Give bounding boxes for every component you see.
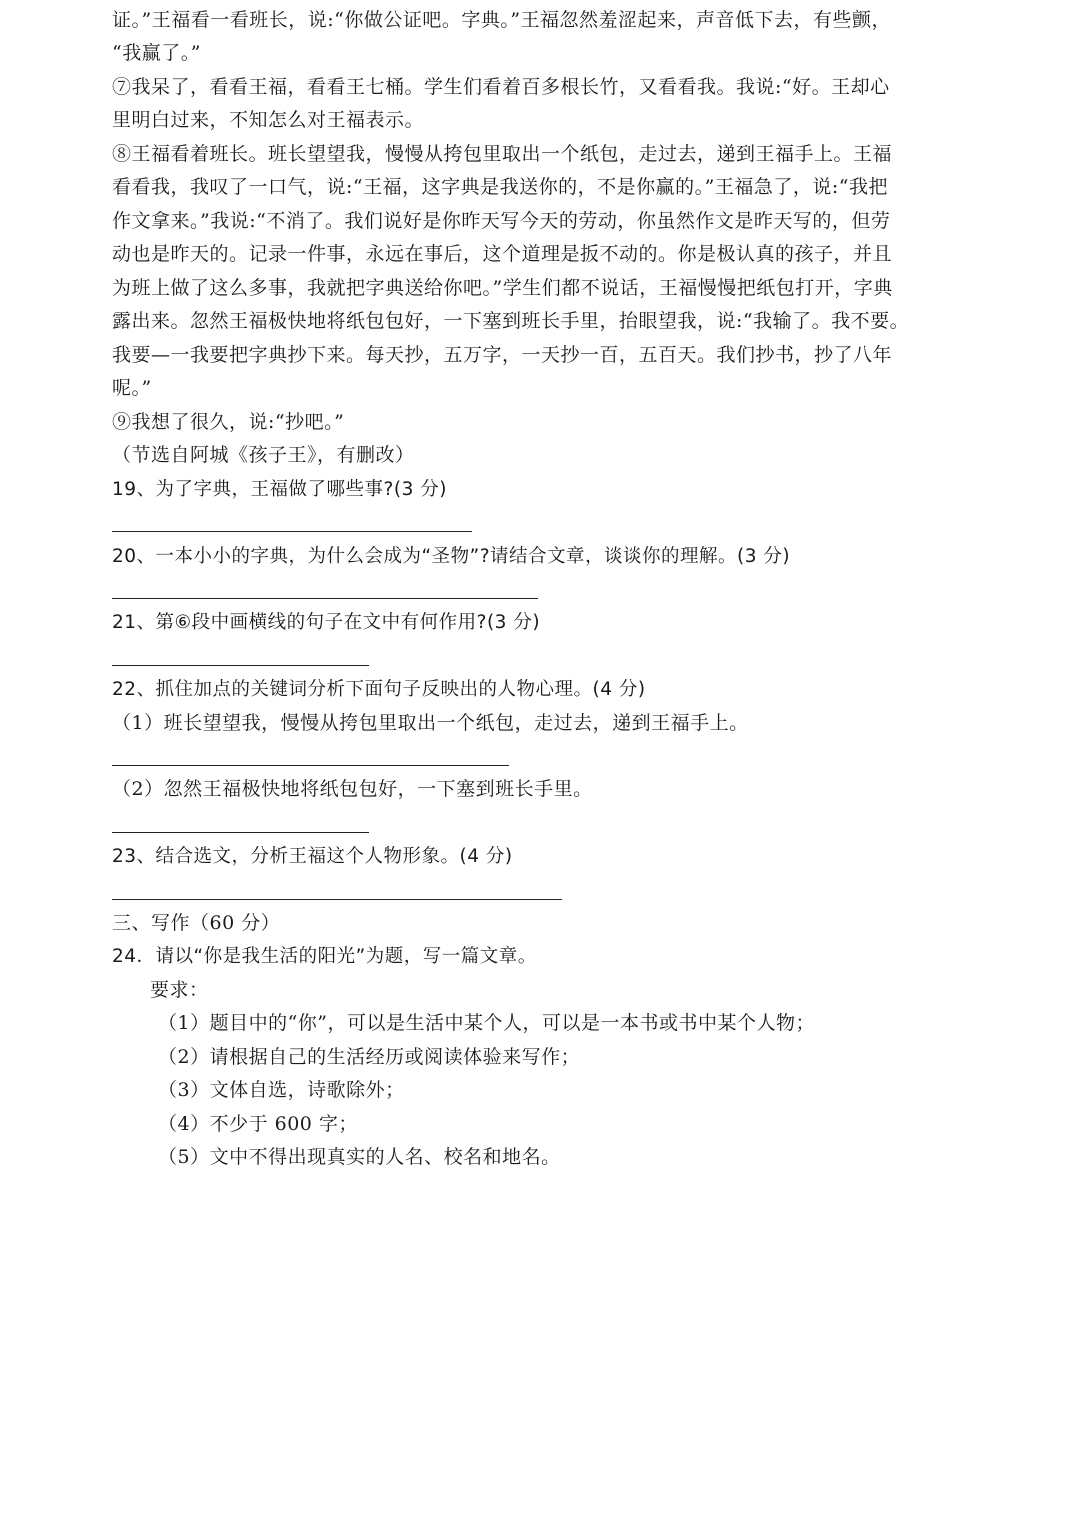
question-20: 20、一本小小的字典，为什么会成为“圣物”?请结合文章，谈谈你的理解。(3 分) — [112, 546, 791, 567]
question-22: 22、抓住加点的关键词分析下面句子反映出的人物心理。(4 分) — [112, 679, 646, 700]
passage-line: 证。”王福看一看班长，说:“你做公证吧。字典。”王福忽然羞涩起来，声音低下去，有些颤， — [112, 9, 892, 31]
question-21: 21、第⑥段中画横线的句子在文中有何作用?(3 分) — [112, 612, 541, 633]
passage-line: 动也是昨天的。记录一件事，永远在事后，这个道理是扳不动的。你是极认真的孩子，并且 — [112, 243, 893, 265]
source-citation: （节选自阿城《孩子王》，有删改） — [112, 444, 415, 466]
passage-line: 作文拿来。”我说:“不消了。我们说好是你昨天写今天的劳动，你虽然作文是昨天写的，但劳 — [112, 210, 891, 232]
requirement-item: （2）请根据自己的生活经历或阅读体验来写作； — [158, 1046, 581, 1068]
passage-line: 看看我，我叹了一口气，说:“王福，这字典是我送你的，不是你赢的。”王福急了，说:“我把 — [112, 176, 888, 198]
writing-prompt: 24．请以“你是我生活的阳光”为题，写一篇文章。 — [112, 946, 537, 967]
question-22-part-2: （2）忽然王福极快地将纸包包好，一下塞到班长手里。 — [112, 778, 593, 800]
question-22-part-1: （1）班长望望我，慢慢从挎包里取出一个纸包，走过去，递到王福手上。 — [112, 712, 749, 734]
answer-line-23[interactable] — [112, 899, 562, 900]
section-title-writing: 三、写作（60 分） — [112, 912, 281, 934]
passage-line: ⑧王福看着班长。班长望望我，慢慢从挎包里取出一个纸包，走过去，递到王福手上。王福 — [112, 143, 893, 165]
question-23: 23、结合选文，分析王福这个人物形象。(4 分) — [112, 846, 513, 867]
answer-line-21[interactable] — [112, 665, 369, 666]
passage-line: 呢。” — [112, 377, 152, 399]
answer-line-22-1[interactable] — [112, 765, 509, 766]
requirement-item: （5）文中不得出现真实的人名、校名和地名。 — [158, 1146, 561, 1168]
question-19: 19、为了字典，王福做了哪些事?(3 分) — [112, 479, 447, 500]
passage-line: 我要—一我要把字典抄下来。每天抄，五万字，一天抄一百，五百天。我们抄书，抄了八年 — [112, 344, 893, 366]
passage-line: ⑨我想了很久，说:“抄吧。” — [112, 411, 345, 433]
requirement-item: （1）题目中的“你”，可以是生活中某个人，可以是一本书或书中某个人物； — [158, 1012, 816, 1034]
answer-line-20[interactable] — [112, 598, 538, 599]
answer-line-19[interactable] — [112, 531, 472, 532]
passage-line: 为班上做了这么多事，我就把字典送给你吧。”学生们都不说话，王福慢慢把纸包打开，字典 — [112, 277, 893, 299]
requirements-label: 要求： — [150, 979, 209, 1001]
requirement-item: （4）不少于 600 字； — [158, 1113, 358, 1135]
requirement-item: （3）文体自选，诗歌除外； — [158, 1079, 405, 1101]
passage-line: 里明白过来，不知怎么对王福表示。 — [112, 109, 425, 131]
passage-line: ⑦我呆了，看看王福，看看王七桶。学生们看着百多根长竹，又看看我。我说:“好。王却心 — [112, 76, 890, 98]
passage-line: “我赢了。” — [112, 42, 201, 64]
answer-line-22-2[interactable] — [112, 832, 369, 833]
passage-line: 露出来。忽然王福极快地将纸包包好，一下塞到班长手里，抬眼望我，说:“我输了。我不要。 — [112, 310, 910, 332]
